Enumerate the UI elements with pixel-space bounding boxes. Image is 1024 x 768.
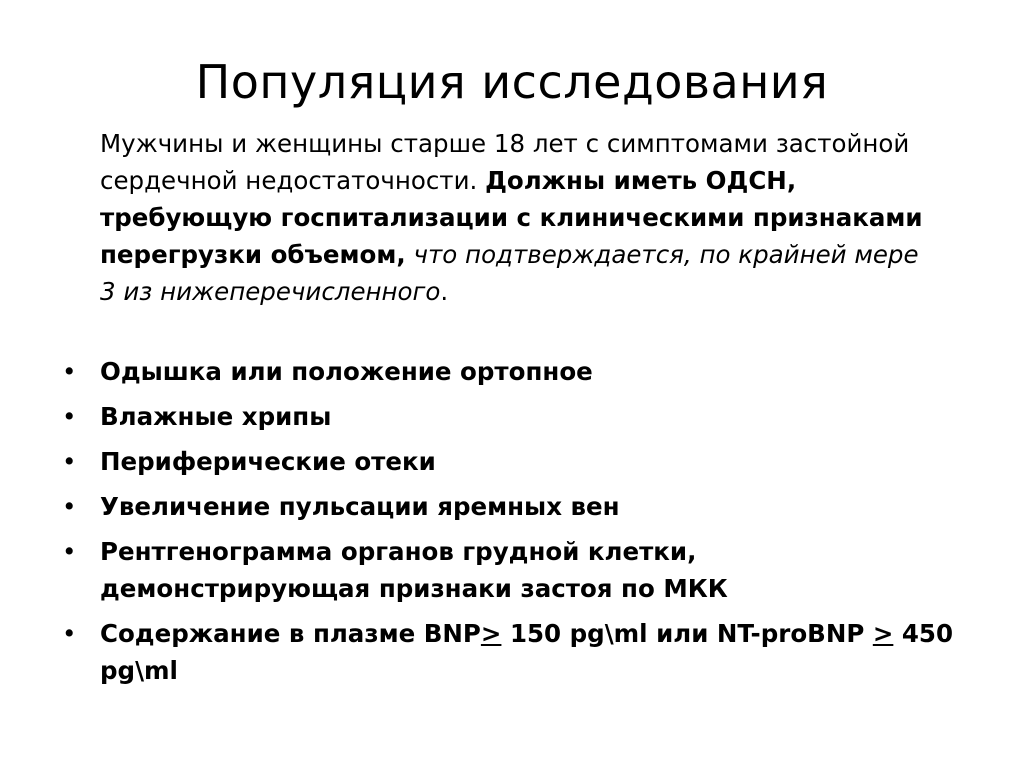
bullet-icon: •	[62, 492, 77, 521]
greater-equal-sign: >	[480, 619, 502, 648]
intro-text-italic: что подтверждается, по крайней мере 3 из нижеперечисленного	[100, 240, 919, 306]
greater-equal-sign: >	[872, 619, 894, 648]
slide-title: Популяция исследования	[195, 55, 829, 109]
intro-text-end: .	[440, 277, 449, 306]
list-item-text: Рентгенограмма органов грудной клетки, демонстрирующая признаки застоя по МКК	[100, 537, 728, 603]
bnp-label: Содержание в плазме BNP	[100, 619, 481, 648]
bullet-icon: •	[62, 447, 77, 476]
intro-paragraph	[100, 125, 940, 310]
list-item	[62, 615, 962, 689]
list-item-text: Периферические отеки	[100, 447, 436, 476]
list-item	[62, 353, 962, 390]
ntprobnp-value: 450 pg\ml	[100, 619, 954, 685]
criteria-list	[62, 353, 962, 697]
intro-text-normal: Мужчины и женщины старше 18 лет с симптомами застойной сердечной недостаточности.	[100, 129, 910, 195]
list-item	[62, 533, 962, 607]
bullet-icon: •	[62, 402, 77, 431]
bnp-value: 150 pg\ml или NT-proBNP	[501, 619, 873, 648]
bullet-icon: •	[62, 619, 77, 648]
list-item-text	[100, 619, 953, 685]
bullet-icon: •	[62, 357, 77, 386]
list-item-text: Одышка или положение ортопное	[100, 357, 593, 386]
bullet-icon: •	[62, 537, 77, 566]
list-item	[62, 398, 962, 435]
intro-text-bold: Должны иметь ОДСН, требующую госпитализации с клиническими признаками перегрузки объемом,	[100, 166, 923, 269]
list-item	[62, 443, 962, 480]
list-item	[62, 488, 962, 525]
list-item-text: Влажные хрипы	[100, 402, 332, 431]
list-item-text: Увеличение пульсации яремных вен	[100, 492, 620, 521]
